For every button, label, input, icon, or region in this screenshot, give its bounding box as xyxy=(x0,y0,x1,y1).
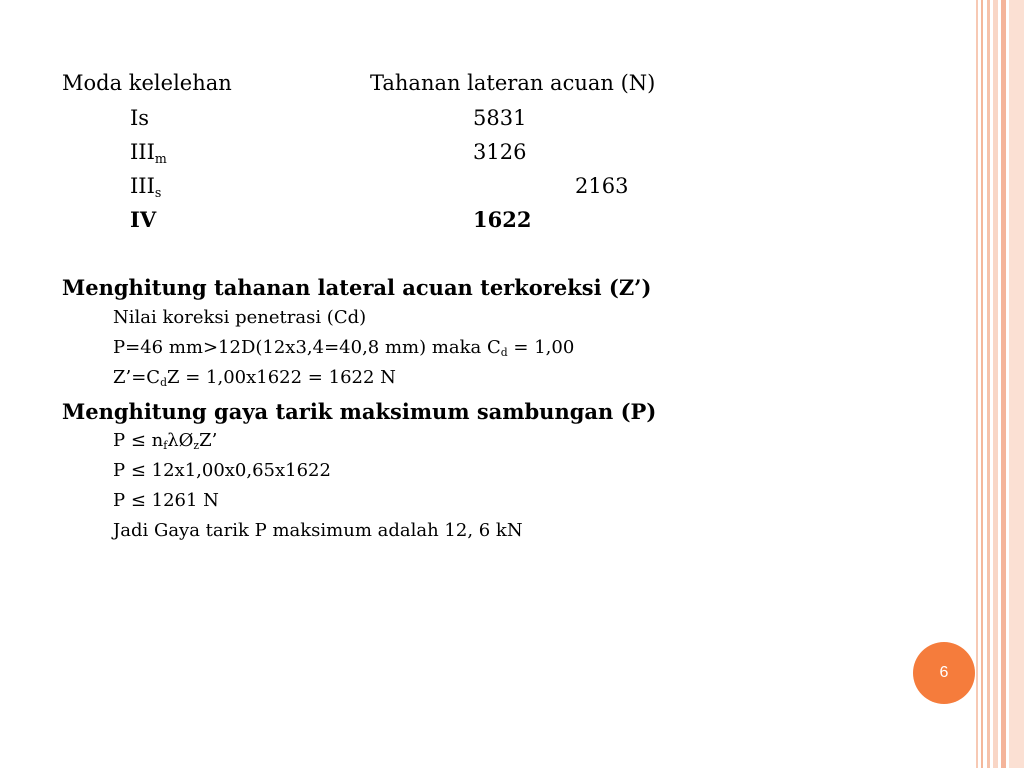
value-is: 5831 xyxy=(473,106,527,130)
tensile-formula: $P \le n_f\lambda Ø_zZ$’ xyxy=(113,430,218,453)
border-stripe xyxy=(987,0,990,768)
mode-iiis-label: $III_s$ xyxy=(130,174,162,200)
value-iiis: 2163 xyxy=(575,174,629,198)
section-heading-corrected-resistance: Menghitung tahanan lateral acuan terkoreksi (Z’) xyxy=(62,275,652,300)
mode-column-header: Moda kelelehan xyxy=(62,71,232,95)
corrected-z-formula: $Z’=C_dZ = 1,00x1622 = 1622$ N xyxy=(113,367,396,390)
value-column-header: Tahanan lateran acuan (N) xyxy=(370,71,656,95)
mode-is-label: Is xyxy=(130,106,150,130)
value-iiim: 3126 xyxy=(473,140,527,164)
penetration-correction-text: Nilai koreksi penetrasi (Cd) xyxy=(113,307,367,328)
penetration-condition-text: P=46 mm>12D(12x3,4=40,8 mm) maka $C_d = 1,00$ xyxy=(113,337,575,360)
border-stripe xyxy=(1001,0,1006,768)
mode-iiim-label: $III_m$ xyxy=(130,140,167,166)
section-heading-max-tensile: Menghitung gaya tarik maksimum sambungan (P) xyxy=(62,399,657,424)
border-stripe xyxy=(976,0,978,768)
border-stripe xyxy=(1009,0,1024,768)
tensile-result: P ≤ 1261 N xyxy=(113,490,219,511)
border-stripe xyxy=(981,0,983,768)
mode-iv-label: IV xyxy=(130,207,157,232)
tensile-conclusion: Jadi Gaya tarik P maksimum adalah 12, 6 kN xyxy=(113,520,523,541)
page-number-badge: 6 xyxy=(913,642,975,704)
border-stripe xyxy=(993,0,998,768)
value-iv: 1622 xyxy=(473,207,532,232)
tensile-substitution: P ≤ 12x1,00x0,65x1622 xyxy=(113,460,331,481)
